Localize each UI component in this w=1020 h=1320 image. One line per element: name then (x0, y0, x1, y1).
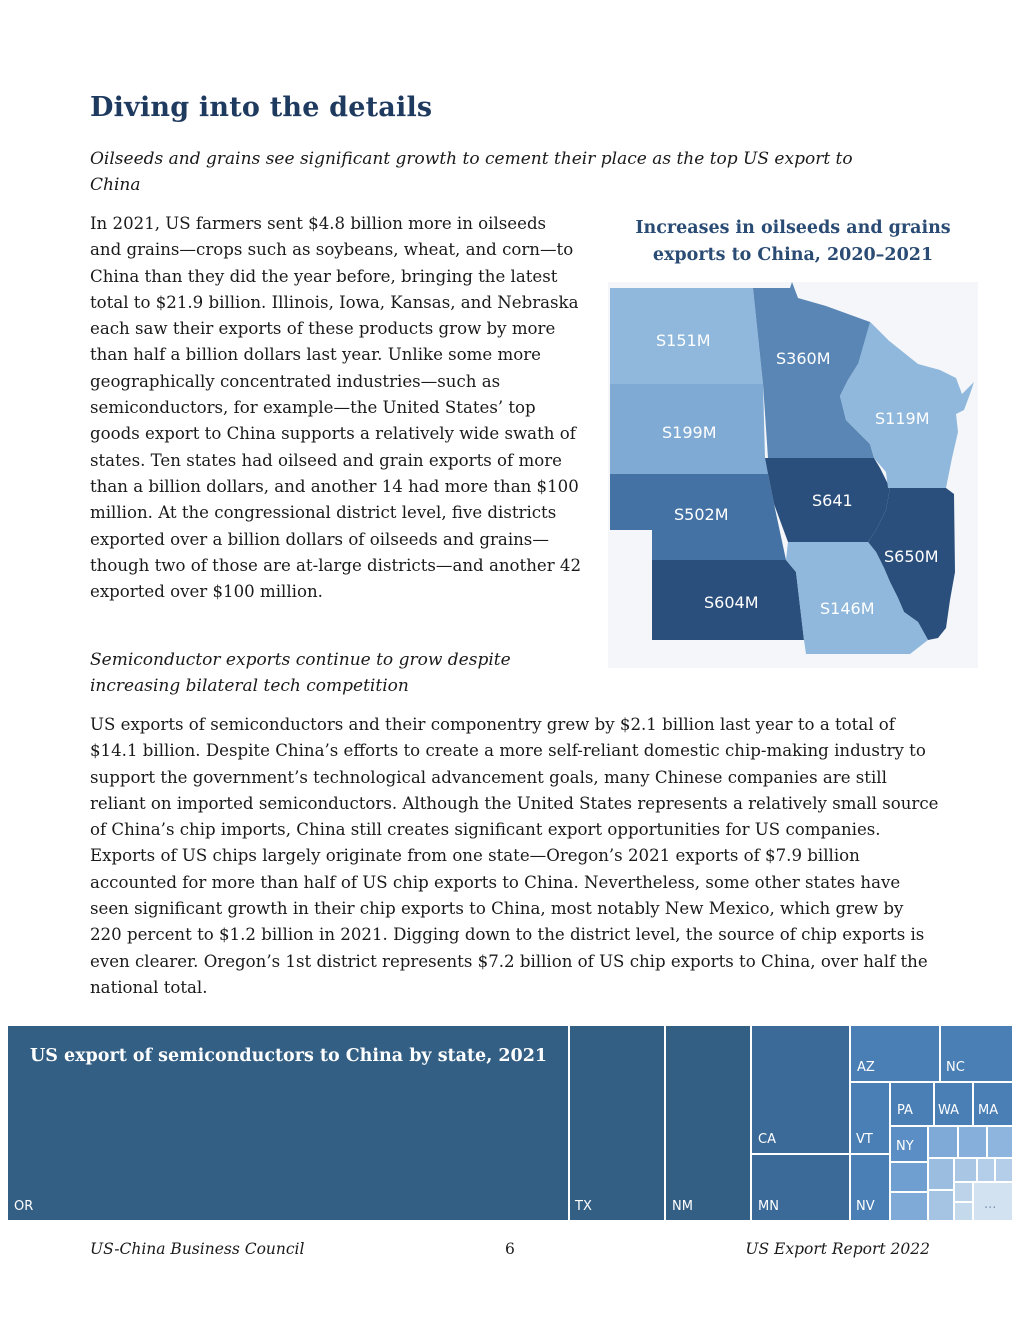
treemap-label-nv: NV (856, 1199, 875, 1214)
map-label-south-dakota: S199M (662, 423, 717, 442)
treemap-label-az: AZ (857, 1060, 875, 1075)
footer-report-title: US Export Report 2022 (745, 1240, 930, 1258)
paragraph-semiconductors: US exports of semiconductors and their componentry grew by $2.1 billion last year to a total of $14.1 billion. Despite China’s efforts to create a more self-reliant domestic chip-making industry to support the government’s technological advancement goals, many Chinese companies are still reliant on imported semiconductors. Although the United States represents a relatively small source of China’s chip imports, China still creates significant export opportunities for US companies. Exports of US chips largely originate from one state—Oregon’s 2021 exports of $7.9 billion accounted for more than half of US chip exports to China. Nevertheless, some other states have seen significant growth in their chip exports to China, most notably New Mexico, which grew by 220 percent to $1.2 billion in 2021. Digging down to the district level, the source of chip exports is even clearer. Oregon’s 1st district represents $7.2 billion of US chip exports to China, over half the national total. (90, 715, 939, 997)
treemap-cell-small (955, 1203, 972, 1220)
treemap-label-pa: PA (897, 1103, 913, 1118)
treemap-cell-az (851, 1026, 939, 1081)
treemap-cell-small (988, 1127, 1012, 1157)
map-label-iowa: S641 (812, 491, 853, 510)
treemap-label-wa: WA (938, 1103, 960, 1118)
treemap-cell-small (929, 1127, 957, 1157)
treemap-cell-ma (974, 1083, 1012, 1125)
map-label-illinois: S650M (884, 547, 939, 566)
treemap-label-mn: MN (758, 1199, 779, 1214)
treemap-cell-small (996, 1159, 1012, 1181)
treemap-cell-small (955, 1159, 976, 1181)
treemap-cell-small (891, 1163, 927, 1191)
footer-page-number: 6 (505, 1240, 515, 1258)
treemap-label-ma: MA (978, 1103, 999, 1118)
subheading-semiconductors: Semiconductor exports continue to grow despite increasing bilateral tech competition (90, 650, 511, 696)
treemap-label-vt: VT (856, 1132, 873, 1147)
map-label-missouri: S146M (820, 599, 875, 618)
treemap-cell-wa (935, 1083, 972, 1125)
treemap-label-or: OR (14, 1199, 34, 1214)
footer-organization: US-China Business Council (90, 1240, 305, 1258)
treemap-cell-or (8, 1026, 568, 1220)
treemap-label-ny: NY (896, 1139, 914, 1154)
treemap-cell-pa (891, 1083, 933, 1125)
oilseeds-state-map (608, 282, 978, 668)
treemap-label-nc: NC (946, 1060, 965, 1075)
treemap-label-more: ... (984, 1197, 997, 1212)
map-label-wisconsin: S119M (875, 409, 930, 428)
map-label-north-dakota: S151M (656, 331, 711, 350)
map-label-nebraska: S502M (674, 505, 729, 524)
treemap-cell-small (929, 1191, 953, 1220)
treemap-cell-ny (891, 1127, 927, 1161)
treemap-cell-vt (851, 1083, 889, 1153)
treemap-cell-small (929, 1159, 953, 1189)
map-label-minnesota: S360M (776, 349, 831, 368)
map-title: Increases in oilseeds and grains exports to China, 2020–2021 (635, 218, 951, 265)
treemap-cell-small (891, 1193, 927, 1220)
treemap-cell-more (974, 1183, 1012, 1220)
treemap-title: US export of semiconductors to China by state, 2021 (30, 1046, 548, 1066)
treemap-cell-tx (570, 1026, 664, 1220)
treemap-label-ca: CA (758, 1132, 776, 1147)
semiconductor-treemap (6, 1024, 1014, 1222)
treemap-label-tx: TX (575, 1199, 592, 1214)
treemap-cell-nc (941, 1026, 1012, 1081)
treemap-label-nm: NM (672, 1199, 693, 1214)
treemap-cell-nm (666, 1026, 750, 1220)
paragraph-oilseeds: In 2021, US farmers sent $4.8 billion more in oilseeds and grains—crops such as soybeans, wheat, and corn—to China than they did the year before, bringing the latest total to $21.9 billion. Illinois, Iowa, Kansas, and Nebraska each saw their exports of these products grow by more than half a billion dollars last year. Unlike some more geographically concentrated industries—such as semiconductors, for example—the United States’ top goods export to China supports a relatively wide swath of states. Ten states had oilseed and grain exports of more than a billion dollars, and another 14 had more than $100 million. At the congressional district level, five districts exported over a billion dollars of oilseeds and grains—though two of those are at-large districts—and another 42 exported over $100 million. (90, 214, 582, 602)
treemap-cell-small (959, 1127, 986, 1157)
treemap-cell-ca (752, 1026, 849, 1153)
treemap-cell-small (955, 1183, 972, 1201)
page-heading: Diving into the details (90, 92, 433, 123)
treemap-cell-nv (851, 1155, 889, 1220)
map-label-kansas: S604M (704, 593, 759, 612)
subheading-oilseeds: Oilseeds and grains see significant growth to cement their place as the top US export to China (90, 149, 853, 195)
treemap-cell-mn (752, 1155, 849, 1220)
treemap-cell-small (978, 1159, 994, 1181)
